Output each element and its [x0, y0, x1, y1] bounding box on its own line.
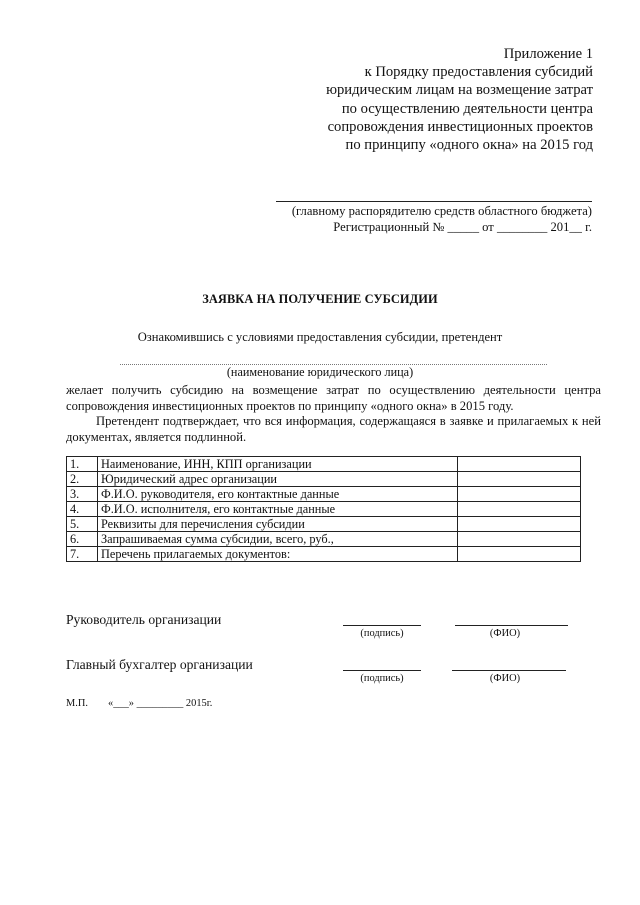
confirmation-paragraph: Претендент подтверждает, что вся информация, содержащаяся в заявке и прилагаемых к ней документах, является подлинной. [66, 414, 601, 444]
row-label: Юридический адрес организации [98, 472, 458, 487]
row-label: Ф.И.О. руководителя, его контактные данные [98, 487, 458, 502]
appendix-line: к Порядку предоставления субсидий [364, 64, 593, 81]
accountant-signature-label: Главный бухгалтер организации [66, 657, 253, 672]
row-value-cell[interactable] [458, 457, 581, 472]
head-signature-line[interactable] [343, 625, 421, 626]
date-line: «___» _________ 2015г. [108, 698, 213, 709]
row-value-cell[interactable] [458, 532, 581, 547]
row-number: 5. [67, 517, 98, 532]
table-row [67, 457, 581, 472]
table-row [67, 502, 581, 517]
appendix-line: юридическим лицам на возмещение затрат [326, 82, 593, 99]
row-number: 6. [67, 532, 98, 547]
row-value-cell[interactable] [458, 472, 581, 487]
intro-text: Ознакомившись с условиями предоставления субсидии, претендент [137, 330, 503, 344]
appendix-line: по принципу «одного окна» на 2015 год [345, 137, 593, 154]
row-label: Перечень прилагаемых документов: [98, 547, 458, 562]
head-signature-caption: (подпись) [360, 628, 404, 639]
row-label: Реквизиты для перечисления субсидии [98, 517, 458, 532]
row-label: Запрашиваемая сумма субсидии, всего, руб., [98, 532, 458, 547]
row-value-cell[interactable] [458, 502, 581, 517]
row-label: Наименование, ИНН, КПП организации [98, 457, 458, 472]
table-row [67, 517, 581, 532]
stamp-place-label: М.П. [66, 698, 88, 709]
row-value-cell[interactable] [458, 517, 581, 532]
head-signature-label: Руководитель организации [66, 612, 222, 627]
recipient-block [292, 203, 592, 235]
appendix-line: сопровождения инвестиционных проектов [327, 118, 593, 135]
accountant-signature-line[interactable] [343, 670, 421, 671]
document-title: ЗАЯВКА НА ПОЛУЧЕНИЕ СУБСИДИИ [202, 292, 438, 306]
purpose-paragraph: желает получить субсидию на возмещение затрат по осуществлению деятельности центра сопровождения инвестиционных проектов по принципу «одного окна» в 2015 году. [66, 383, 601, 413]
appendix-line: по осуществлению деятельности центра [341, 100, 593, 117]
application-table [66, 456, 581, 562]
appendix-header [326, 45, 593, 154]
row-value-cell[interactable] [458, 487, 581, 502]
appendix-line: Приложение 1 [503, 46, 593, 62]
accountant-name-caption: (ФИО) [489, 673, 521, 684]
table-row [67, 472, 581, 487]
table-row [67, 532, 581, 547]
head-name-caption: (ФИО) [489, 628, 521, 639]
row-number: 3. [67, 487, 98, 502]
row-number: 7. [67, 547, 98, 562]
recipient-caption: (главному распорядителю средств областного бюджета) [291, 204, 592, 218]
row-value-cell[interactable] [458, 547, 581, 562]
row-number: 1. [67, 457, 98, 472]
recipient-fill-line[interactable] [276, 201, 592, 202]
head-name-line[interactable] [455, 625, 568, 626]
accountant-name-line[interactable] [452, 670, 566, 671]
legal-name-caption: (наименование юридического лица) [226, 365, 414, 379]
row-label: Ф.И.О. исполнителя, его контактные данные [98, 502, 458, 517]
table-row [67, 547, 581, 562]
row-number: 4. [67, 502, 98, 517]
accountant-signature-caption: (подпись) [360, 673, 404, 684]
table-row [67, 487, 581, 502]
row-number: 2. [67, 472, 98, 487]
registration-line: Регистрационный № _____ от ________ 201__ г. [333, 220, 592, 234]
